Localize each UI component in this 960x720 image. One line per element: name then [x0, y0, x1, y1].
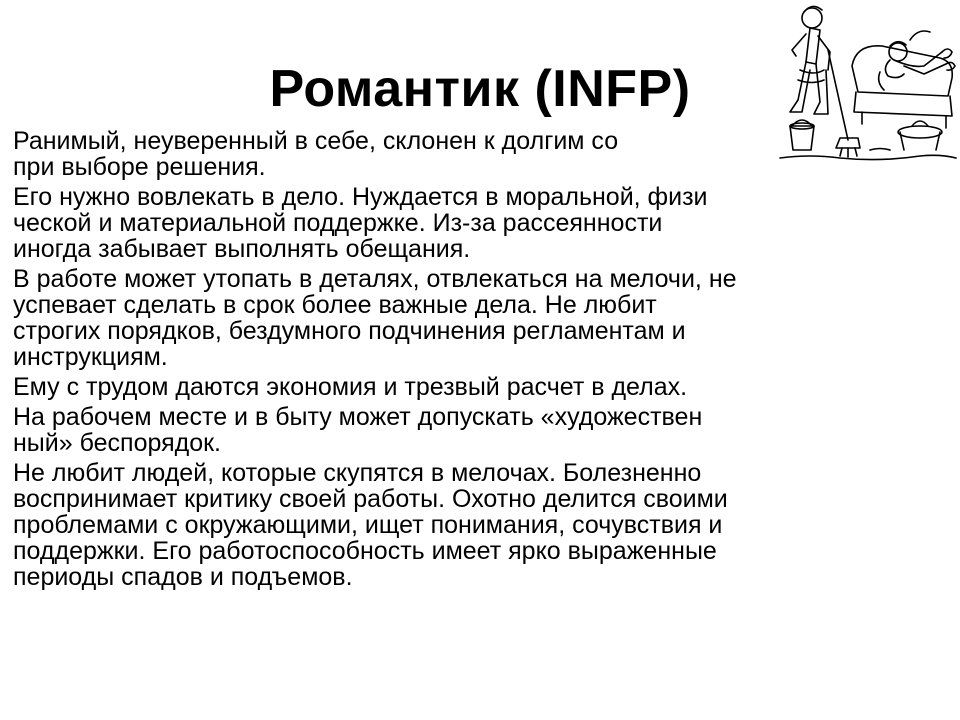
paragraph-line: периоды спадов и подъемов. [13, 563, 353, 591]
paragraph-line: Ранимый, неуверенный в себе, склонен к долгим со [13, 128, 619, 154]
paragraph-line: ный» беспорядок. [13, 429, 222, 457]
paragraph-line: проблемами с окружающими, ищет понимания, сочувствия и [13, 511, 723, 539]
paragraph-line: поддержки. Его работоспособность имеет ярко выраженные [13, 537, 717, 565]
paragraph-line: воспринимает критику своей работы. Охотно делится своими [13, 485, 728, 513]
paragraph-line: успевает сделать в срок более важные дела. Не любит [13, 291, 657, 319]
paragraph-1 [13, 128, 943, 180]
body-text [13, 128, 943, 594]
slide-title: Романтик (INFP) [269, 60, 691, 118]
paragraph-line: Его нужно вовлекать в дело. Нуждается в моральной, физи [13, 183, 708, 211]
paragraph-3 [13, 266, 943, 370]
paragraph-line: В работе может утопать в деталях, отвлекаться на мелочи, не [13, 265, 737, 293]
paragraph-line: строгих порядков, бездумного подчинения регламентам и [13, 317, 686, 345]
paragraph-line: Не любит людей, которые скупятся в мелочах. Болезненно [13, 459, 702, 487]
paragraph-5 [13, 404, 943, 456]
paragraph-line: при выборе решения. [13, 153, 266, 181]
paragraph-line: ческой и материальной поддержке. Из-за рассеянности [13, 209, 663, 237]
paragraph-line: иногда забывает выполнять обещания. [13, 235, 471, 263]
paragraph-line: На рабочем месте и в быту может допускать «художествен [13, 403, 703, 431]
paragraph-2 [13, 184, 943, 262]
paragraph-6 [13, 460, 943, 590]
paragraph-4 [13, 374, 943, 400]
paragraph-line: Ему с трудом даются экономия и трезвый расчет в делах. [13, 373, 688, 401]
paragraph-line: инструкциям. [13, 343, 168, 371]
